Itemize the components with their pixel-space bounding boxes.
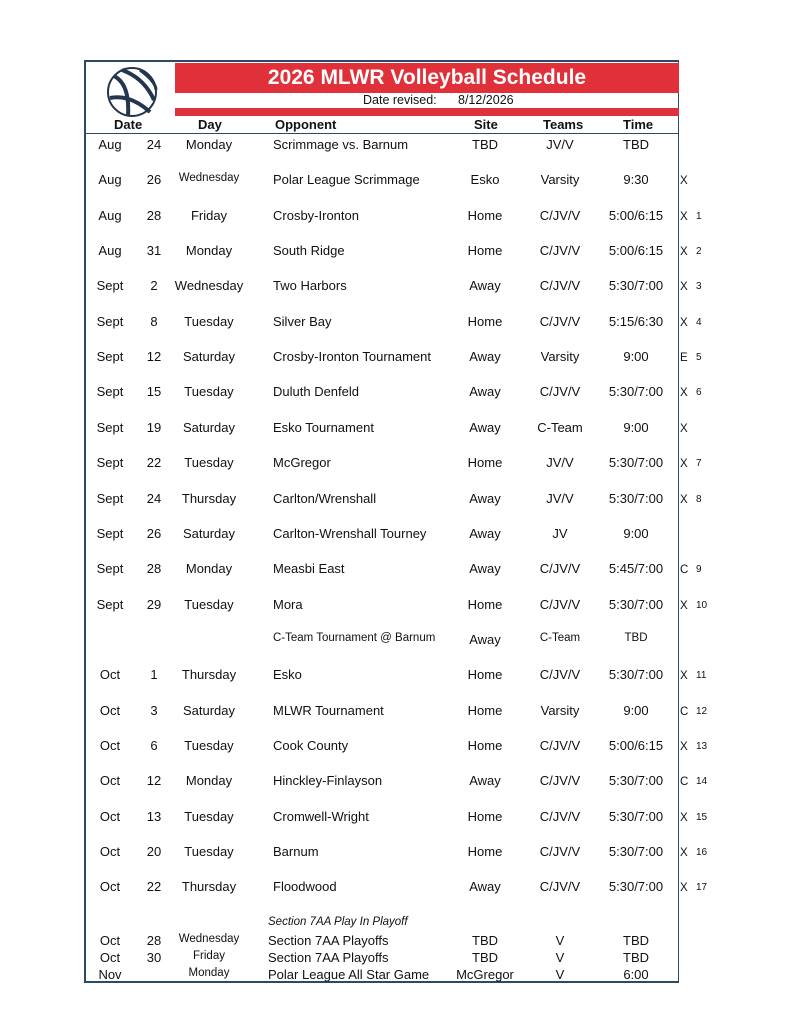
row-day: 28 [146, 207, 162, 223]
row-opp: Cook County [273, 737, 349, 753]
row-time: 5:00/6:15 [608, 737, 664, 753]
row-time: 9:30 [623, 172, 649, 188]
row-site: Home [467, 844, 503, 859]
row-site: Home [467, 455, 503, 471]
row-teams: C/JV/V [539, 737, 581, 753]
row-mark: E [680, 352, 688, 365]
row-dow: Tuesday [184, 313, 234, 329]
row-month: Aug [98, 172, 122, 188]
row-mark: X [680, 210, 688, 223]
row-opp: Crosby-Ironton [273, 207, 359, 223]
row-time: TBD [623, 137, 649, 152]
row-dow: Tuesday [184, 596, 234, 612]
row-opp: Hinckley-Finlayson [273, 773, 383, 789]
row-month: Oct [99, 808, 121, 824]
row-time: TBD [624, 631, 648, 644]
row-mark: X [680, 847, 688, 859]
row-mark: X [680, 316, 688, 329]
row-dow: Saturday [182, 525, 236, 541]
row-teams: C/JV/V [539, 667, 581, 683]
row-site: Away [469, 879, 501, 895]
row-opp: Two Harbors [273, 278, 347, 294]
row-dow: Monday [185, 561, 233, 577]
row-teams: C/JV/V [539, 207, 581, 223]
row-site: Away [469, 278, 501, 294]
row-opp: McGregor [273, 455, 331, 471]
row-dow: Tuesday [184, 808, 234, 824]
row-opp: Carlton-Wrenshall Tourney [273, 525, 427, 541]
row-num: 3 [696, 281, 702, 293]
row-opp: Polar League Scrimmage [273, 172, 420, 188]
row-mark: C [680, 776, 689, 789]
row-site: Home [467, 313, 503, 329]
row-day: 15 [146, 384, 162, 400]
playoff-month: Oct [99, 950, 121, 965]
row-teams: C-Team [539, 631, 581, 644]
row-month: Sept [96, 525, 124, 541]
row-num: 14 [696, 776, 708, 788]
playoff-day: 30 [146, 950, 162, 965]
header-opponent: Opponent [275, 117, 337, 132]
playoff-opp: Polar League All Star Game [268, 967, 430, 982]
row-num: 11 [696, 670, 707, 682]
row-dow: Wednesday [178, 172, 240, 185]
row-teams: Varsity [540, 702, 580, 718]
header-teams: Teams [543, 117, 584, 132]
row-month: Aug [98, 137, 122, 152]
row-month: Oct [99, 667, 121, 683]
row-time: 9:00 [623, 349, 649, 365]
row-site: Away [469, 490, 501, 506]
row-dow: Tuesday [184, 455, 234, 471]
row-site: TBD [472, 137, 498, 152]
row-site: Away [469, 561, 501, 577]
row-site: Esko [470, 172, 500, 188]
row-dow: Thursday [181, 490, 237, 506]
revision-line [175, 91, 679, 109]
header-day: Day [198, 117, 222, 132]
row-mark: X [680, 882, 688, 895]
playoff-time: TBD [623, 933, 649, 948]
row-site: Home [467, 667, 503, 683]
row-mark: X [680, 246, 688, 259]
row-day: 20 [146, 844, 162, 859]
row-day: 3 [150, 702, 158, 718]
row-teams: JV [552, 525, 568, 541]
row-num: 1 [696, 210, 702, 222]
row-time: 5:00/6:15 [608, 243, 664, 259]
row-time: 5:30/7:00 [608, 278, 664, 294]
playoff-site: TBD [472, 933, 498, 948]
row-teams: JV/V [546, 490, 574, 506]
row-opp: Carlton/Wrenshall [273, 490, 377, 506]
row-time: 5:45/7:00 [608, 561, 664, 577]
row-site: Home [467, 207, 503, 223]
row-month: Oct [99, 737, 121, 753]
row-day: 26 [146, 172, 162, 188]
row-teams: C/JV/V [539, 384, 581, 400]
row-num: 9 [696, 564, 702, 576]
banner-stripe [175, 108, 679, 116]
row-mark: X [680, 458, 688, 471]
row-dow: Tuesday [184, 737, 234, 753]
header-divider [84, 133, 679, 134]
playoff-dow: Friday [193, 950, 225, 962]
row-opp: Crosby-Ironton Tournament [273, 349, 432, 365]
row-num: 17 [696, 882, 708, 894]
row-teams: Varsity [540, 172, 580, 188]
playoff-teams: V [555, 967, 565, 982]
row-teams: C/JV/V [539, 596, 581, 612]
row-day: 12 [146, 773, 162, 789]
row-day: 19 [146, 419, 162, 435]
header-time: Time [623, 117, 654, 132]
row-opp: South Ridge [273, 243, 345, 259]
row-num: 2 [696, 246, 702, 258]
row-month: Oct [99, 844, 121, 859]
row-time: 9:00 [623, 419, 649, 435]
row-dow: Monday [185, 243, 233, 259]
row-time: 5:15/6:30 [608, 313, 664, 329]
playoff-site: McGregor [456, 967, 514, 982]
row-site: Away [469, 419, 501, 435]
row-day: 28 [146, 561, 162, 577]
row-month: Sept [96, 278, 124, 294]
row-dow: Thursday [181, 667, 237, 683]
row-opp: Floodwood [273, 879, 337, 895]
row-num: 13 [696, 740, 708, 752]
row-site: Home [467, 596, 503, 612]
row-day: 12 [146, 349, 162, 365]
row-mark: X [680, 670, 688, 683]
row-day: 26 [146, 525, 162, 541]
playoff-month: Nov [98, 967, 122, 982]
row-mark: X [680, 422, 688, 435]
row-teams: C/JV/V [539, 773, 581, 789]
row-time: 5:00/6:15 [608, 207, 664, 223]
row-time: 5:30/7:00 [608, 596, 664, 612]
row-day: 22 [146, 455, 162, 471]
row-opp: Duluth Denfeld [273, 384, 359, 400]
row-opp: Measbi East [273, 561, 345, 577]
row-num: 16 [696, 847, 708, 858]
row-dow: Saturday [182, 419, 236, 435]
row-site: Home [467, 702, 503, 718]
row-time: 5:30/7:00 [608, 490, 664, 506]
row-month: Sept [96, 384, 124, 400]
row-teams: C/JV/V [539, 243, 581, 259]
row-time: 5:30/7:00 [608, 384, 664, 400]
row-month: Sept [96, 455, 124, 471]
row-teams: C/JV/V [539, 879, 581, 895]
row-time: 5:30/7:00 [608, 773, 664, 789]
row-month: Sept [96, 419, 124, 435]
row-dow: Monday [185, 137, 233, 152]
row-day: 31 [146, 243, 162, 259]
playoff-opp: Section 7AA Playoffs [268, 950, 389, 965]
row-opp: Esko [273, 667, 302, 683]
row-mark: X [680, 811, 688, 824]
row-month: Oct [99, 879, 121, 895]
row-teams: C/JV/V [539, 313, 581, 329]
row-opp: C-Team Tournament @ Barnum [273, 631, 436, 644]
row-month: Aug [98, 243, 122, 259]
row-teams: JV/V [546, 137, 574, 152]
row-time: 5:30/7:00 [608, 808, 664, 824]
page-title: 2026 MLWR Volleyball Schedule [175, 63, 679, 93]
row-day: 2 [150, 278, 158, 294]
row-num: 15 [696, 811, 708, 823]
row-mark: X [680, 740, 688, 753]
row-opp: Cromwell-Wright [273, 808, 369, 824]
revised-date: 8/12/2026 [458, 93, 514, 107]
row-site: Away [469, 384, 501, 400]
header-date: Date [114, 117, 143, 132]
playoff-dow: Monday [188, 967, 230, 979]
row-time: 5:30/7:00 [608, 455, 664, 471]
row-day: 6 [150, 737, 158, 753]
row-dow: Saturday [182, 349, 236, 365]
row-mark: X [680, 281, 688, 294]
row-time: 5:30/7:00 [608, 667, 664, 683]
row-opp: Barnum [273, 844, 319, 859]
row-time: 5:30/7:00 [608, 844, 664, 859]
row-day: 29 [146, 596, 162, 612]
row-teams: Varsity [540, 349, 580, 365]
row-mark: X [680, 387, 688, 400]
row-teams: JV/V [546, 455, 574, 471]
playoff-note: Section 7AA Play In Playoff [268, 916, 408, 928]
row-teams: C/JV/V [539, 844, 581, 859]
row-day: 1 [150, 667, 158, 683]
volleyball-icon [100, 64, 164, 120]
row-mark: X [680, 175, 688, 188]
row-dow: Monday [185, 773, 233, 789]
row-day: 22 [146, 879, 162, 895]
playoff-month: Oct [99, 933, 121, 948]
row-day: 8 [150, 313, 158, 329]
row-day: 24 [146, 137, 162, 152]
row-dow: Friday [190, 207, 228, 223]
row-site: Away [469, 631, 501, 647]
playoff-site: TBD [472, 950, 498, 965]
playoff-opp: Section 7AA Playoffs [268, 933, 389, 948]
playoff-teams: V [555, 933, 565, 948]
row-teams: C/JV/V [539, 808, 581, 824]
row-day: 24 [146, 490, 162, 506]
row-month: Sept [96, 561, 124, 577]
playoff-time: 6:00 [623, 967, 649, 982]
row-teams: C/JV/V [539, 561, 581, 577]
row-site: Home [467, 808, 503, 824]
row-site: Away [469, 773, 501, 789]
playoff-time: TBD [623, 950, 649, 965]
row-opp: Mora [273, 596, 303, 612]
row-month: Aug [98, 207, 122, 223]
playoff-day: 28 [146, 933, 162, 948]
row-teams: C-Team [537, 419, 583, 435]
row-time: 9:00 [623, 525, 649, 541]
row-site: Away [469, 349, 501, 365]
row-dow: Saturday [182, 702, 236, 718]
row-day: 13 [146, 808, 162, 824]
row-time: 9:00 [623, 702, 649, 718]
row-month: Oct [99, 702, 121, 718]
row-mark: C [680, 705, 689, 718]
row-site: Home [467, 243, 503, 259]
row-num: 8 [696, 493, 702, 505]
row-month: Sept [96, 313, 124, 329]
row-num: 6 [696, 387, 702, 399]
row-month: Sept [96, 349, 124, 365]
row-num: 4 [696, 316, 702, 328]
row-dow: Tuesday [184, 844, 234, 859]
row-teams: C/JV/V [539, 278, 581, 294]
row-dow: Wednesday [174, 278, 244, 294]
row-opp: MLWR Tournament [273, 702, 384, 718]
row-opp: Esko Tournament [273, 419, 374, 435]
row-mark: C [680, 564, 689, 577]
row-num: 10 [696, 599, 708, 611]
row-dow: Tuesday [184, 384, 234, 400]
row-num: 7 [696, 458, 702, 470]
playoff-dow: Wednesday [178, 933, 240, 945]
row-opp: Scrimmage vs. Barnum [273, 137, 409, 152]
row-time: 5:30/7:00 [608, 879, 664, 895]
header-site: Site [474, 117, 498, 132]
row-month: Sept [96, 490, 124, 506]
playoff-teams: V [555, 950, 565, 965]
row-site: Home [467, 737, 503, 753]
row-month: Sept [96, 596, 124, 612]
row-month: Oct [99, 773, 121, 789]
row-mark: X [680, 599, 688, 612]
row-site: Away [469, 525, 501, 541]
row-mark: X [680, 493, 688, 506]
row-dow: Thursday [181, 879, 237, 895]
row-num: 12 [696, 705, 708, 717]
row-opp: Silver Bay [273, 313, 332, 329]
revised-label: Date revised: [363, 93, 437, 107]
row-num: 5 [696, 352, 702, 364]
